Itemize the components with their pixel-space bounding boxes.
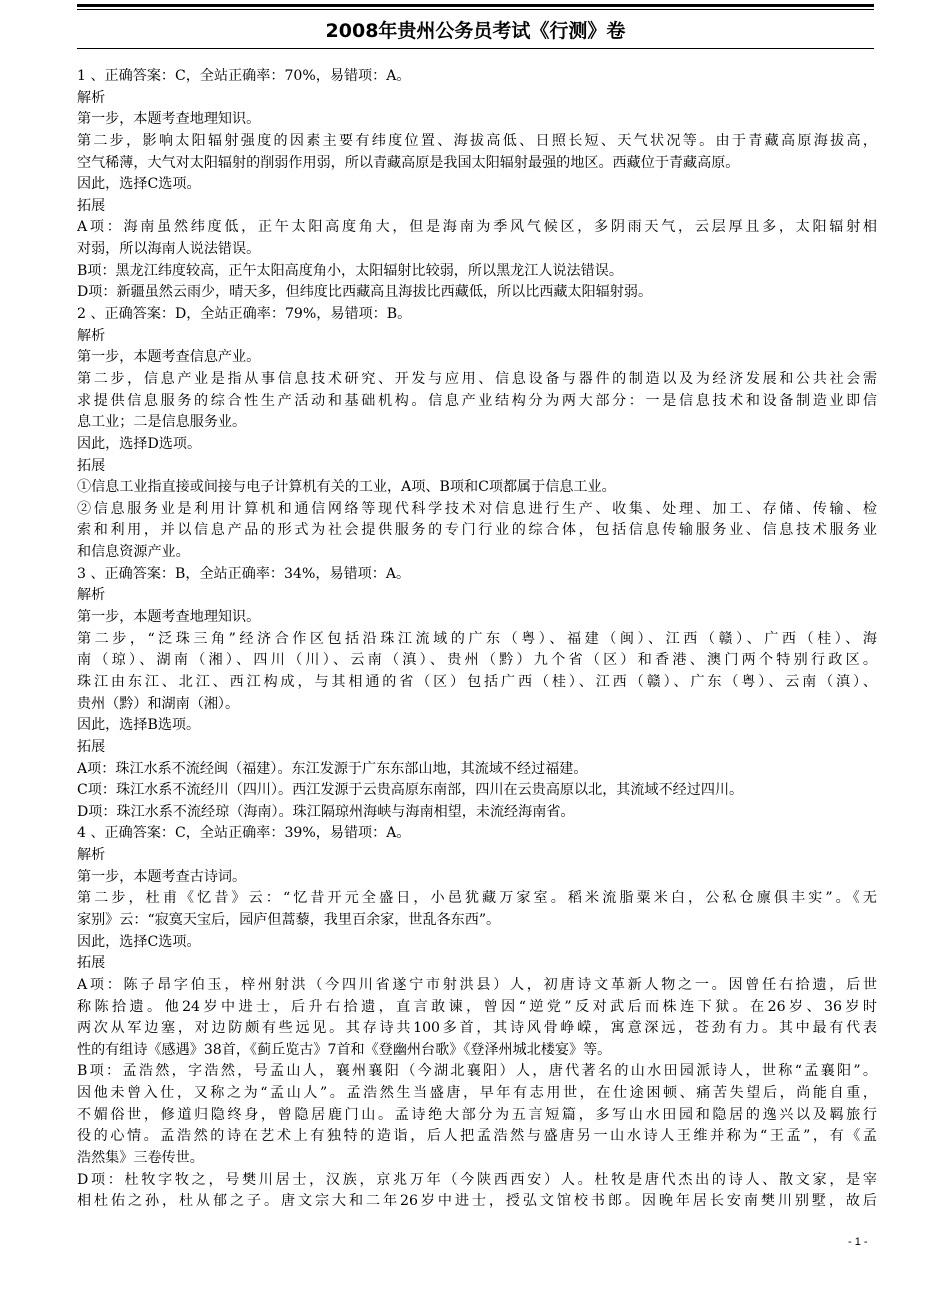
text-line: 拓展	[77, 457, 106, 474]
text-line: 浩然集》三卷传世。	[77, 1150, 204, 1167]
text-line: 第二步，信息产业是指从事信息技术研究、开发与应用、信息设备与器件的制造以及为经济发展和公共社会需	[77, 370, 877, 387]
text-line: 称陈拾遗。他24岁中进士，后升右拾遗，直言敢谏，曾因“逆党”反对武后而株连下狱。在26岁、36岁时	[77, 998, 877, 1015]
text-line: 3 、正确答案：B，全站正确率：34%，易错项：A。	[77, 565, 411, 582]
header-rule-thick	[77, 4, 874, 7]
text-line: 因此，选择C选项。	[77, 933, 201, 950]
text-line: D项：杜牧字牧之，号樊川居士，汉族，京兆万年（今陕西西安）人。杜牧是唐代杰出的诗人、散文家，是宰	[77, 1171, 877, 1188]
text-line: 第一步，本题考查信息产业。	[77, 349, 261, 366]
text-line: 解析	[77, 89, 106, 106]
document-title: 2008年贵州公务员考试《行测》卷	[325, 20, 626, 42]
text-line: B项：孟浩然，字浩然，号孟山人，襄州襄阳（今湖北襄阳）人，唐代著名的山水田园派诗人，世称“孟襄阳”。	[77, 1063, 877, 1080]
text-line: 拓展	[77, 197, 106, 214]
text-line: D项：新疆虽然云雨少，晴天多，但纬度比西藏高且海拔比西藏低，所以比西藏太阳辐射弱。	[77, 284, 653, 301]
text-line: 解析	[77, 847, 106, 864]
text-line: 息工业；二是信息服务业。	[77, 414, 247, 431]
page-number: - 1 -	[848, 1236, 868, 1248]
text-line: D项：珠江水系不流经琼（海南）。珠江隔琼州海峡与海南相望，未流经海南省。	[77, 803, 575, 820]
text-line: B项：黑龙江纬度较高，正午太阳高度角小，太阳辐射比较弱，所以黑龙江人说法错误。	[77, 262, 623, 279]
text-line: 性的有组诗《感遇》38首，《蓟丘览古》7首和《登幽州台歌》《登泽州城北楼宴》等。	[77, 1041, 612, 1058]
text-line: 两次从军边塞，对边防颇有些远见。其存诗共100多首，其诗风骨峥嵘，寓意深远，苍劲有力。其中最有代表	[77, 1020, 877, 1037]
text-line: 第一步，本题考查地理知识。	[77, 609, 261, 626]
text-line: 家别》云：“寂寞天宝后，园庐但蒿藜，我里百余家，世乱各东西”。	[77, 911, 501, 928]
text-line: 第二步，影响太阳辐射强度的因素主要有纬度位置、海拔高低、日照长短、天气状况等。由于青藏高原海拔高，	[77, 132, 877, 149]
text-line: 1 、正确答案：C，全站正确率：70%，易错项：A。	[77, 68, 411, 84]
text-line: 因此，选择D选项。	[77, 435, 202, 452]
text-line: A项：海南虽然纬度低，正午太阳高度角大，但是海南为季风气候区，多阴雨天气，云层厚且多，太阳辐射相	[77, 219, 877, 236]
text-line: 解析	[77, 327, 106, 344]
text-line: 因此，选择B选项。	[77, 717, 201, 734]
text-line: 第一步，本题考查地理知识。	[77, 111, 261, 128]
text-line: 索和利用，并以信息产品的形式为社会提供服务的专门行业的综合体，包括信息传输服务业、信息技术服务业	[77, 522, 877, 539]
text-line: 4 、正确答案：C，全站正确率：39%，易错项：A。	[77, 825, 411, 842]
text-line: 求提供信息服务的综合性生产活动和基础机构。信息产业结构分为两大部分：一是信息技术和设备制造业即信	[77, 392, 877, 409]
title-underline	[77, 48, 874, 49]
text-line: 贵州（黔）和湖南（湘）。	[77, 695, 240, 712]
text-line: C项：珠江水系不流经川（四川）。西江发源于云贵高原东南部，四川在云贵高原以北，其流域不经过四川。	[77, 782, 744, 799]
text-line: A项：陈子昂字伯玉，梓州射洪（今四川省遂宁市射洪县）人，初唐诗文革新人物之一。因曾任右拾遗，后世	[77, 976, 877, 993]
text-line: 南（琼）、湖南（湘）、四川（川）、云南（滇）、贵州（黔）九个省（区）和香港、澳门两个特别行政区。	[77, 652, 877, 669]
header-rule-thin	[77, 9, 874, 10]
text-line: 第二步，杜甫《忆昔》云：“忆昔开元全盛日，小邑犹藏万家室。稻米流脂粟米白，公私仓廪俱丰实”。《无	[77, 890, 877, 907]
text-line: ②信息服务业是利用计算机和通信网络等现代科学技术对信息进行生产、收集、处理、加工、存储、传输、检	[77, 500, 877, 517]
text-line: 第一步，本题考查古诗词。	[77, 868, 247, 885]
text-line: 拓展	[77, 738, 106, 755]
text-line: 因他未曾入仕，又称之为“孟山人”。孟浩然生当盛唐，早年有志用世，在仕途困顿、痛苦失望后，尚能自重，	[77, 1085, 877, 1102]
text-line: 拓展	[77, 955, 106, 972]
text-line: A项：珠江水系不流经闽（福建）。东江发源于广东东部山地，其流域不经过福建。	[77, 760, 588, 777]
text-line: 第二步，“泛珠三角”经济合作区包括沿珠江流域的广东（粤）、福建（闽）、江西（赣）、广西（桂）、海	[77, 630, 877, 647]
text-line: 役的心情。孟浩然的诗在艺术上有独特的造诣，后人把孟浩然与盛唐另一山水诗人王维并称为“王孟”，有《孟	[77, 1128, 877, 1145]
text-line: ①信息工业指直接或间接与电子计算机有关的工业，A项、B项和C项都属于信息工业。	[77, 479, 616, 496]
text-line: 对弱，所以海南人说法错误。	[77, 241, 261, 258]
text-line: 相杜佑之孙，杜从郁之子。唐文宗大和二年26岁中进士，授弘文馆校书郎。因晚年居长安南樊川别墅，故后	[77, 1193, 877, 1210]
text-line: 和信息资源产业。	[77, 544, 190, 561]
text-line: 空气稀薄，大气对太阳辐射的削弱作用弱，所以青藏高原是我国太阳辐射最强的地区。西藏位于青藏高原。	[77, 154, 740, 171]
text-line: 珠江由东江、北江、西江构成，与其相通的省（区）包括广西（桂）、江西（赣）、广东（粤）、云南（滇）、	[77, 673, 877, 690]
document-body	[77, 66, 877, 1213]
text-line: 2 、正确答案：D，全站正确率：79%，易错项：B。	[77, 306, 412, 323]
text-line: 因此，选择C选项。	[77, 176, 201, 193]
text-line: 不媚俗世，修道归隐终身，曾隐居鹿门山。孟诗绝大部分为五言短篇，多写山水田园和隐居的逸兴以及羁旅行	[77, 1106, 877, 1123]
text-line: 解析	[77, 587, 106, 604]
